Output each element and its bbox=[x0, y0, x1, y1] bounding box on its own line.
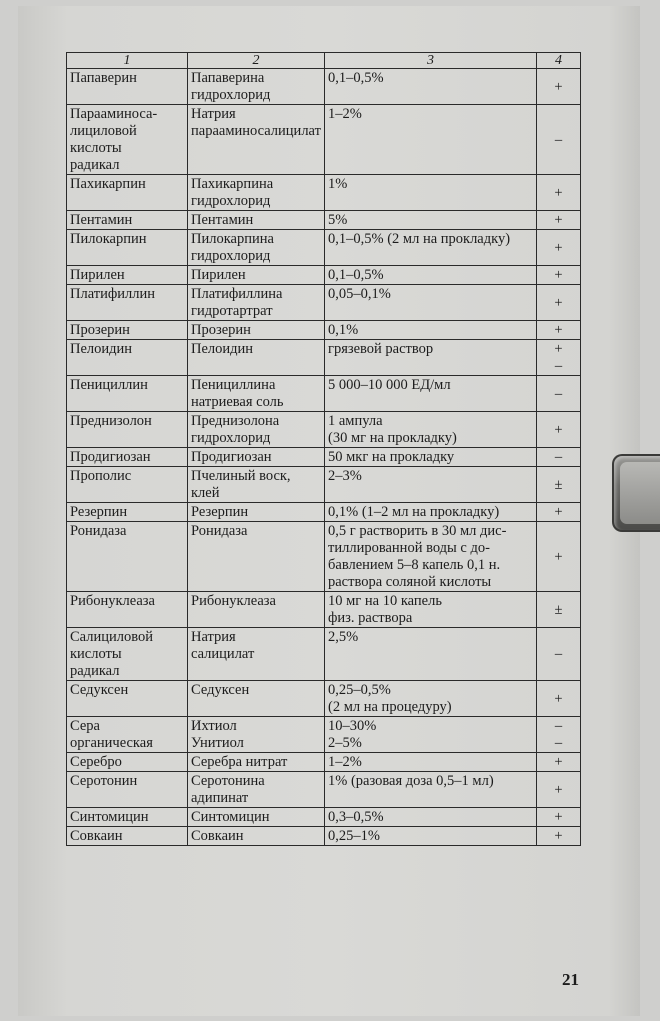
table-row bbox=[67, 285, 581, 321]
table-header-row bbox=[67, 53, 581, 69]
table-cell: + – bbox=[537, 340, 581, 376]
table-cell: Серебро bbox=[67, 753, 188, 772]
table-cell: Седуксен bbox=[188, 681, 325, 717]
table-cell: ± bbox=[537, 467, 581, 503]
table-cell: Пенициллина натриевая соль bbox=[188, 376, 325, 412]
table-cell: Совкаин bbox=[188, 827, 325, 846]
column-header-4: 4 bbox=[537, 53, 581, 69]
table-cell: Сера органическая bbox=[67, 717, 188, 753]
table-cell: Парааминоса- лициловой кислоты радикал bbox=[67, 105, 188, 175]
table-cell: + bbox=[537, 285, 581, 321]
table-row bbox=[67, 266, 581, 285]
table-cell: Пентамин bbox=[188, 211, 325, 230]
table-cell: Пелоидин bbox=[67, 340, 188, 376]
table-cell: Продигиозан bbox=[67, 448, 188, 467]
table-row bbox=[67, 503, 581, 522]
table-cell: Ихтиол Унитиол bbox=[188, 717, 325, 753]
table-cell: 1 ампула (30 мг на прокладку) bbox=[325, 412, 537, 448]
table-row bbox=[67, 772, 581, 808]
table-cell: Серотонина адипинат bbox=[188, 772, 325, 808]
table-cell: 1–2% bbox=[325, 753, 537, 772]
table-cell: 1% bbox=[325, 175, 537, 211]
table-body bbox=[67, 69, 581, 846]
table-cell: + bbox=[537, 772, 581, 808]
table-cell: – bbox=[537, 376, 581, 412]
table-cell: 0,05–0,1% bbox=[325, 285, 537, 321]
column-header-3: 3 bbox=[325, 53, 537, 69]
table-row bbox=[67, 522, 581, 592]
table-cell: + bbox=[537, 211, 581, 230]
table-cell: Прозерин bbox=[67, 321, 188, 340]
table-cell: + bbox=[537, 412, 581, 448]
table-cell: Платифиллин bbox=[67, 285, 188, 321]
table-row bbox=[67, 681, 581, 717]
table-cell: 0,1–0,5% bbox=[325, 266, 537, 285]
table-cell: грязевой раствор bbox=[325, 340, 537, 376]
column-header-2: 2 bbox=[188, 53, 325, 69]
table-cell: Пилокарпина гидрохлорид bbox=[188, 230, 325, 266]
table-row bbox=[67, 321, 581, 340]
table-cell: + bbox=[537, 522, 581, 592]
table-row bbox=[67, 340, 581, 376]
table-cell: Продигиозан bbox=[188, 448, 325, 467]
table-row bbox=[67, 230, 581, 266]
table-cell: Синтомицин bbox=[67, 808, 188, 827]
table-cell: 2,5% bbox=[325, 628, 537, 681]
table-row bbox=[67, 753, 581, 772]
table-cell: 1% (разовая доза 0,5–1 мл) bbox=[325, 772, 537, 808]
table-row bbox=[67, 211, 581, 230]
table-cell: Рибонуклеаза bbox=[188, 592, 325, 628]
table-row bbox=[67, 448, 581, 467]
table-cell: + bbox=[537, 69, 581, 105]
table-cell: Натрия салицилат bbox=[188, 628, 325, 681]
table-cell: Пентамин bbox=[67, 211, 188, 230]
table-cell: Пелоидин bbox=[188, 340, 325, 376]
table-cell: + bbox=[537, 266, 581, 285]
table-cell: Серотонин bbox=[67, 772, 188, 808]
table-cell: Ронидаза bbox=[67, 522, 188, 592]
page-number: 21 bbox=[562, 970, 579, 989]
table-cell: Преднизолон bbox=[67, 412, 188, 448]
table-cell: Прозерин bbox=[188, 321, 325, 340]
table-cell: ± bbox=[537, 592, 581, 628]
table-cell: + bbox=[537, 503, 581, 522]
table-cell: Пенициллин bbox=[67, 376, 188, 412]
table-cell: – bbox=[537, 105, 581, 175]
table-row bbox=[67, 412, 581, 448]
table-cell: – bbox=[537, 448, 581, 467]
table-cell: Пирилен bbox=[188, 266, 325, 285]
table-cell: Пахикарпин bbox=[67, 175, 188, 211]
table-cell: + bbox=[537, 175, 581, 211]
table-cell: 0,5 г растворить в 30 мл дис- тиллированной воды с до- бавлением 5–8 капель 0,1 н. раствора соляной кислоты bbox=[325, 522, 537, 592]
table-cell: + bbox=[537, 808, 581, 827]
table-row bbox=[67, 175, 581, 211]
table-cell: Рибонуклеаза bbox=[67, 592, 188, 628]
table-cell: 0,1% (1–2 мл на прокладку) bbox=[325, 503, 537, 522]
table-cell: Совкаин bbox=[67, 827, 188, 846]
table-cell: 5% bbox=[325, 211, 537, 230]
table-cell: 0,1–0,5% bbox=[325, 69, 537, 105]
table-cell: Папаверин bbox=[67, 69, 188, 105]
table-cell: + bbox=[537, 230, 581, 266]
table-cell: 10–30% 2–5% bbox=[325, 717, 537, 753]
table-cell: 2–3% bbox=[325, 467, 537, 503]
table-cell: + bbox=[537, 827, 581, 846]
drug-table bbox=[66, 52, 581, 846]
table-cell: 0,25–1% bbox=[325, 827, 537, 846]
table-cell: Резерпин bbox=[67, 503, 188, 522]
table-cell: Пчелиный воск, клей bbox=[188, 467, 325, 503]
column-header-1: 1 bbox=[67, 53, 188, 69]
table-cell: Седуксен bbox=[67, 681, 188, 717]
table-cell: Платифиллина гидротартрат bbox=[188, 285, 325, 321]
table-cell: Синтомицин bbox=[188, 808, 325, 827]
table-cell: Прополис bbox=[67, 467, 188, 503]
table-cell: Натрия парааминосалицилат bbox=[188, 105, 325, 175]
table-row bbox=[67, 592, 581, 628]
table-cell: Салициловой кислоты радикал bbox=[67, 628, 188, 681]
table-row bbox=[67, 105, 581, 175]
table-cell: 10 мг на 10 капель физ. раствора bbox=[325, 592, 537, 628]
table-cell: 0,3–0,5% bbox=[325, 808, 537, 827]
table-cell: Пирилен bbox=[67, 266, 188, 285]
table-cell: + bbox=[537, 321, 581, 340]
table-cell: + bbox=[537, 681, 581, 717]
table-row bbox=[67, 376, 581, 412]
table-row bbox=[67, 628, 581, 681]
table-cell: 50 мкг на прокладку bbox=[325, 448, 537, 467]
table-cell: – bbox=[537, 628, 581, 681]
table-cell: 0,1–0,5% (2 мл на прокладку) bbox=[325, 230, 537, 266]
table-cell: + bbox=[537, 753, 581, 772]
table-cell: Серебра нитрат bbox=[188, 753, 325, 772]
table-row bbox=[67, 827, 581, 846]
table-cell: Резерпин bbox=[188, 503, 325, 522]
table-row bbox=[67, 467, 581, 503]
table-cell: Пилокарпин bbox=[67, 230, 188, 266]
table-row bbox=[67, 717, 581, 753]
table-cell: Папаверина гидрохлорид bbox=[188, 69, 325, 105]
table-cell: – – bbox=[537, 717, 581, 753]
table-cell: 0,25–0,5% (2 мл на процедуру) bbox=[325, 681, 537, 717]
table-row bbox=[67, 808, 581, 827]
table-cell: 0,1% bbox=[325, 321, 537, 340]
table-cell: Преднизолона гидрохлорид bbox=[188, 412, 325, 448]
table-cell: 5 000–10 000 ЕД/мл bbox=[325, 376, 537, 412]
bookmark-tab bbox=[612, 454, 660, 532]
table-row bbox=[67, 69, 581, 105]
table-cell: 1–2% bbox=[325, 105, 537, 175]
table-cell: Ронидаза bbox=[188, 522, 325, 592]
table-cell: Пахикарпина гидрохлорид bbox=[188, 175, 325, 211]
